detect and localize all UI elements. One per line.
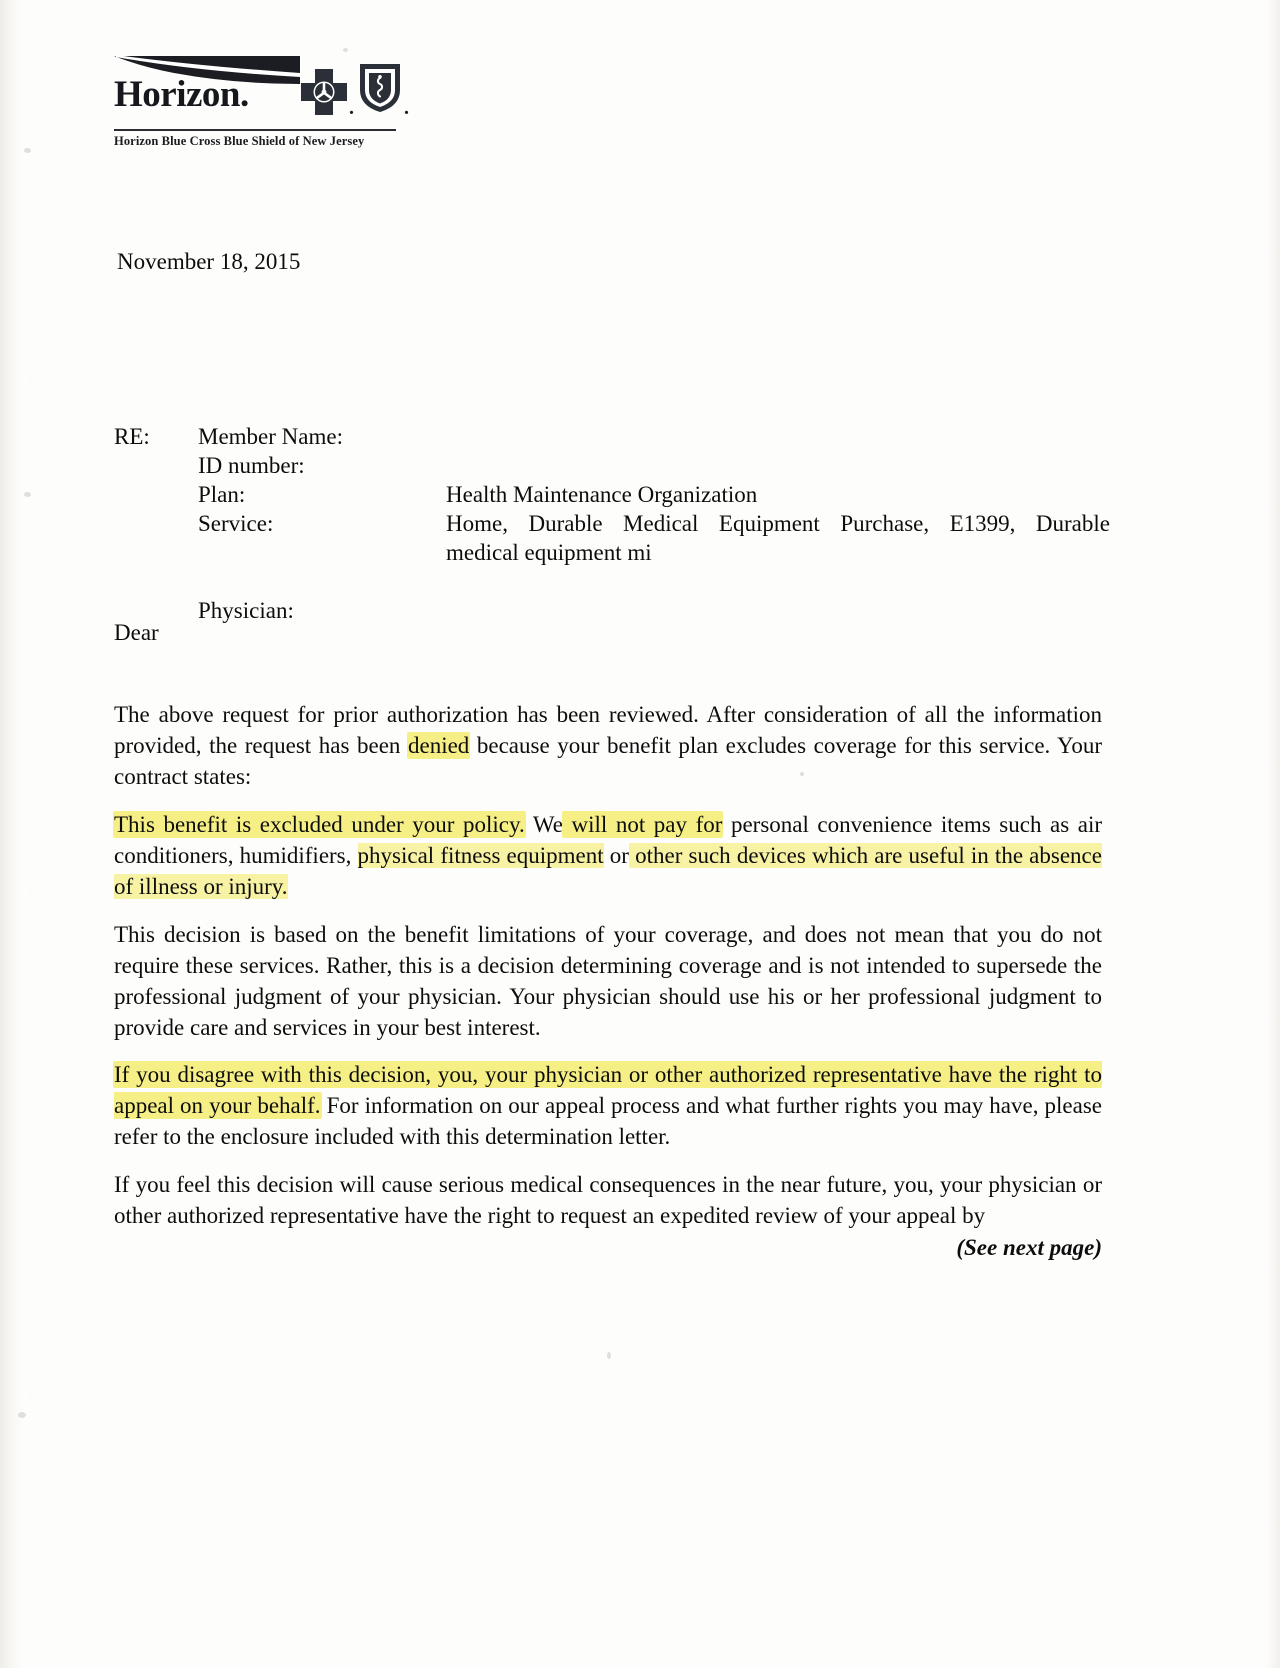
blue-cross-icon [300,68,348,116]
re-row-service [114,509,1114,567]
re-label-id-number: ID number: [198,453,305,478]
re-row-plan [114,480,1114,509]
highlight-denied: denied [408,733,470,758]
paragraph-denial-summary [114,699,1102,792]
paragraph-expedited-review: If you feel this decision will cause serious medical consequences in the near future, you, your physician or other authorized representative have the right to request an expedited review of your appeal by [114,1172,1102,1228]
highlight-other-such-devices: other such devices which are useful in the absence of illness or injury. [114,843,1102,899]
re-block [114,422,1114,625]
re-value-service [446,509,1114,567]
letterhead-divider [114,129,396,131]
paragraph-coverage-decision: This decision is based on the benefit limitations of your coverage, and does not mean that you do not require these services. Rather, this is a decision determining coverage and is not intended to supersede the professional judgment of your physician. Your physician should use his or her professional judgment to provide care and services in your best interest. [114,922,1102,1040]
logo-dot-separator-1: . [349,97,354,119]
re-label-physician: Physician: [198,598,294,623]
p2-segment-2: personal convenience items such as air conditioners, humidifiers, [114,812,1102,868]
letter-date: November 18, 2015 [117,249,301,274]
highlight-appeal-rights: If you disagree with this decision, you, your physician or other authorized representative have the right to appeal on your behalf. [114,1062,1102,1118]
highlight-physical-fitness-equipment: physical fitness equipment [357,843,604,868]
re-value-plan: Health Maintenance Organization [446,482,758,507]
logo-dot-separator-2: . [404,97,409,119]
re-tag: RE: [114,424,150,449]
salutation: Dear [114,620,159,645]
re-value-service-line2: medical equipment mi [446,540,652,565]
highlight-will-not-pay-for: will not pay for [562,812,723,837]
p1-segment-1: The above request for prior authorization has been reviewed. After consideration of all the information provided, the request has been [114,702,1102,758]
blue-shield-icon [358,62,402,114]
re-label-member-name: Member Name: [198,424,343,449]
p2-segment-1: We [524,812,563,837]
re-row-id-number [114,451,1114,480]
horizon-logo [114,50,300,122]
re-row-member-name [114,422,1114,451]
letterhead-tagline: Horizon Blue Cross Blue Shield of New Jersey [114,134,365,148]
bcbs-marks [300,62,412,120]
highlight-benefit-excluded: This benefit is excluded under your policy. [114,812,525,837]
re-value-service-line1: Home, Durable Medical Equipment Purchase, E1399, Durable [446,511,1110,536]
re-row-physician [114,596,1114,625]
re-label-service: Service: [198,511,274,536]
paragraph-appeal-rights [114,1059,1102,1152]
p2-segment-3: or [603,843,629,868]
see-next-page-note: (See next page) [956,1235,1102,1260]
p1-segment-2: because your benefit plan excludes coverage for this service. Your contract states: [114,733,1102,789]
re-label-plan: Plan: [198,482,246,507]
letterhead [114,50,414,148]
brand-wordmark-text: Horizon. [114,74,249,115]
paragraph-contract-exclusion [114,809,1102,902]
p4-segment-1: For information on our appeal process and what further rights you may have, please refer to the enclosure included with this determination letter. [114,1093,1102,1149]
